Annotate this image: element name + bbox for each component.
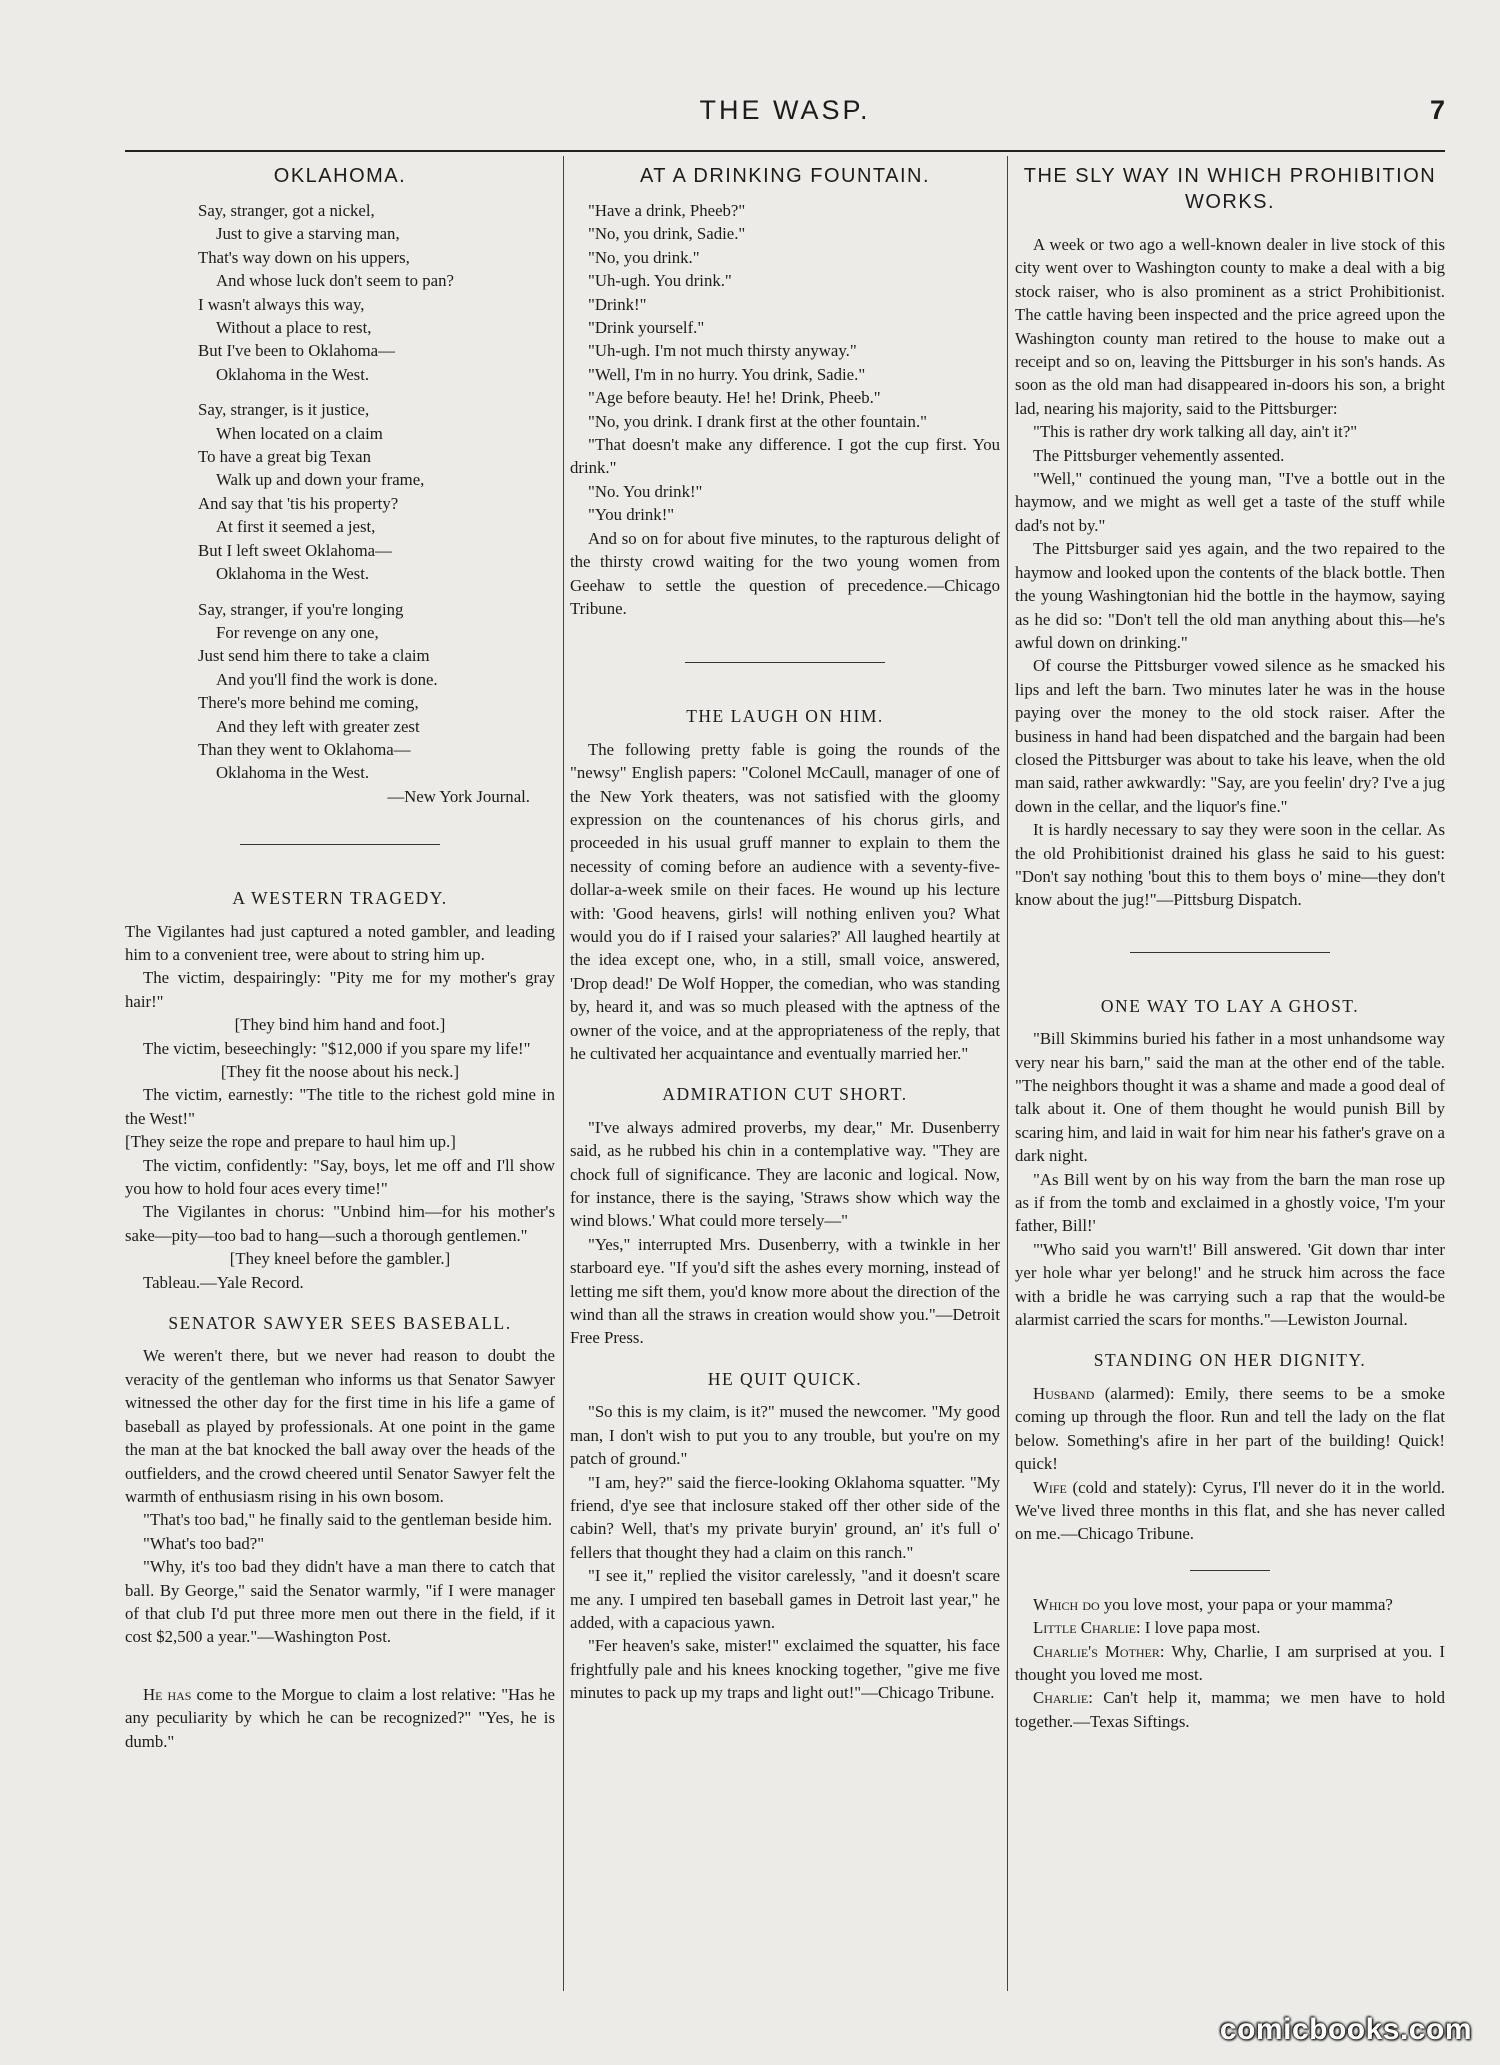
paragraph-text: : Why, Charlie, I am surprised at you. I thought you loved me most.: [1015, 1641, 1445, 1684]
poem-line: Just to give a starving man,: [216, 224, 400, 244]
paragraph: "No, you drink. I drank first at the other fountain.": [588, 411, 927, 431]
poem-line: And you'll find the work is done.: [216, 669, 438, 689]
paragraph: "I've always admired proverbs, my dear," Mr. Dusenberry said, as he rubbed his chin in a contemplative way. "They are chock full of significance. They are laconic and logical. Now, for instance, there is the saying, 'Straws show which way the wind blows.' What could more tersely—": [570, 1117, 1000, 1231]
paragraph: The victim, earnestly: "The title to the richest gold mine in the West!": [125, 1085, 555, 1128]
paragraph: "Uh-ugh. You drink.": [588, 271, 732, 291]
poem-line: There's more behind me coming,: [198, 693, 419, 713]
column-rule: [1007, 156, 1008, 1991]
speaker: Which do: [1033, 1594, 1100, 1614]
paragraph: The Pittsburger vehemently assented.: [1033, 445, 1285, 465]
lead-in: He has: [143, 1684, 192, 1704]
paragraph: The victim, beseechingly: "$12,000 if you spare my life!": [143, 1038, 531, 1058]
paragraph: "Drink!": [588, 294, 647, 314]
paragraph-text: come to the Morgue to claim a lost relative: "Has he any peculiarity by which he can be recognized?" "Yes, he is dumb.": [125, 1684, 556, 1751]
paragraph: "I see it," replied the visitor carelessly, "and it doesn't scare me any. I umpired ten baseball games in Detroit last year," he added, with a capacious yawn.: [570, 1566, 1000, 1632]
poem-line: Than they went to Oklahoma—: [198, 739, 411, 759]
paragraph: "Well," continued the young man, "I've a bottle out in the haymow, and we might as well get a taste of the stuff while dad's not by.": [1015, 469, 1445, 535]
paragraph: "This is rather dry work talking all day, ain't it?": [1033, 422, 1358, 442]
paragraph: "Have a drink, Pheeb?": [588, 201, 746, 220]
stage-direction: [They fit the noose about his neck.]: [220, 1062, 460, 1081]
paragraph: "What's too bad?": [143, 1533, 265, 1553]
paragraph: [1015, 1476, 1445, 1546]
paragraph: The following pretty fable is going the rounds of the "newsy" English papers: "Colonel McCaull, manager of one of the New York theaters, was not satisfied with the gloomy expression on the countenances of his chorus girls, and proceeded in his usual gruff manner to explain to them the necessity of coming before an audience with a seventy-five-dollar-a-week smile on their faces. He wound up his lecture with: 'Good heavens, girls! will nothing enliven you? What would you do if I raised your salaries?' All laughed heartily at the idea except one, who, in a still, small voice, answered, 'Drop dead!' De Wolf Hopper, the comedian, who was standing by, heard it, and was so much pleased with the aptness of the owner of the voice, and at the appropriateness of the reply, that he cultivated her acquaintance and eventually married her.": [570, 739, 1000, 1063]
paragraph-text: : Can't help it, mamma; we men have to hold together.—Texas Siftings.: [1015, 1688, 1445, 1731]
column-rule: [563, 156, 564, 1991]
poem-line: I wasn't always this way,: [198, 294, 365, 314]
poem-line: Oklahoma in the West.: [216, 763, 370, 783]
paragraph-text: : I love papa most.: [1135, 1618, 1261, 1638]
poem-line: At first it seemed a jest,: [216, 517, 376, 537]
poem-line: And whose luck don't seem to pan?: [216, 271, 454, 291]
article-title: SENATOR SAWYER SEES BASEBALL.: [168, 1313, 512, 1334]
paragraph: "No, you drink.": [588, 247, 700, 267]
paragraph: "Yes," interrupted Mrs. Dusenberry, with a twinkle in her starboard eye. "If you'd sift the ashes every morning, instead of letting me sift them, you'd know more about the direction of the wind than all the straws in creation would show you."—Detroit Free Press.: [570, 1234, 1000, 1348]
poem-line: Oklahoma in the West.: [216, 564, 370, 584]
stage-direction: [They seize the rope and prepare to haul him up.]: [125, 1132, 456, 1152]
paragraph: [1015, 1593, 1445, 1616]
poem-line: Say, stranger, if you're longing: [198, 599, 404, 619]
poem-line: But I left sweet Oklahoma—: [198, 540, 392, 560]
newspaper-title: THE WASP.: [699, 95, 871, 125]
poem-line: And say that 'tis his property?: [198, 493, 399, 513]
speaker: Husband: [1033, 1383, 1095, 1403]
paragraph: The Vigilantes had just captured a noted gambler, and leading him to a convenient tree, were about to string him up.: [125, 921, 555, 964]
paragraph: It is hardly necessary to say they were soon in the cellar. As the old Prohibitionist drained his glass he said to his guest: "Don't say nothing 'bout this to them boys o' mine—they don't know about the jug!"—Pittsburg Dispatch.: [1015, 820, 1445, 910]
paragraph: "No, you drink, Sadie.": [588, 224, 746, 244]
column-2: [570, 163, 1000, 1705]
poem-line: Say, stranger, is it justice,: [198, 400, 370, 420]
page-number: 7: [1429, 95, 1445, 125]
speaker: Wife: [1033, 1477, 1067, 1497]
poem-line: And they left with greater zest: [216, 716, 420, 736]
poem-line: When located on a claim: [216, 423, 383, 443]
paragraph: "Well, I'm in no hurry. You drink, Sadie.": [588, 364, 866, 384]
paragraph: [1015, 1686, 1445, 1733]
paragraph: [1015, 1616, 1445, 1639]
paragraph: "That's too bad," he finally said to the gentleman beside him.: [143, 1510, 553, 1530]
speaker: Charlie's Mother: [1033, 1641, 1160, 1661]
column-1: [125, 163, 555, 1753]
article-title: HE QUIT QUICK.: [707, 1368, 863, 1389]
paragraph-text: you love most, your papa or your mamma?: [1099, 1594, 1393, 1614]
poem-line: For revenge on any one,: [216, 622, 379, 642]
paragraph: We weren't there, but we never had reason to doubt the veracity of the gentleman who informs us that Senator Sawyer witnessed the other day for the first time in his life a game of baseball as played by professionals. At one point in the game the man at the bat knocked the ball away over the heads of the outfielders, and the crowd cheered until Senator Sawyer felt the warmth of enthusiasm rising in his own bosom.: [125, 1346, 555, 1506]
speaker: Charlie: [1033, 1688, 1089, 1708]
article-title: ADMIRATION CUT SHORT.: [662, 1084, 908, 1105]
paragraph: "That doesn't make any difference. I got the cup first. You drink.": [570, 435, 1000, 478]
paragraph: "No. You drink!": [588, 481, 703, 501]
paragraph: "Drink yourself.": [588, 318, 705, 338]
poem-line: Say, stranger, got a nickel,: [198, 201, 375, 220]
article-title: THE SLY WAY IN WHICH PROHIBITION WORKS.: [1023, 165, 1437, 213]
stage-direction: [They bind him hand and foot.]: [234, 1015, 446, 1035]
paragraph: A week or two ago a well-known dealer in live stock of this city went over to Washington county to make a deal with a big stock raiser, who is also prominent as a strict Prohibitionist. The cattle having been inspected and the price agreed upon the Washington county man retired to the house to make out a receipt and so on, leaving the Pittsburger in his son's hands. As soon as the old man had disappeared in-doors his son, a bright lad, nearing his majority, said to the Pittsburger:: [1015, 235, 1445, 418]
paragraph: "Fer heaven's sake, mister!" exclaimed the squatter, his face frightfully pale and his knees knocking together, "give me five minutes to pack up my traps and light out!"—Chicago Tribune.: [570, 1636, 1000, 1703]
attribution: —New York Journal.: [387, 786, 530, 806]
poem-stanza: [198, 398, 555, 585]
speaker: Little Charlie: [1033, 1618, 1136, 1638]
article-title: A WESTERN TRAGEDY.: [232, 888, 448, 909]
paragraph: [1015, 1382, 1445, 1476]
paragraph: The Pittsburger said yes again, and the two repaired to the haymow and looked upon the contents of the black bottle. Then the young Washingtonian hid the bottle in the haymow, saying as he did so: "Don't tell the old man anything about this—he's awful down on drinking.": [1015, 539, 1445, 652]
stage-direction: [They kneel before the gambler.]: [229, 1249, 451, 1269]
article-title: OKLAHOMA.: [273, 165, 407, 187]
paragraph: And so on for about five minutes, to the rapturous delight of the thirsty crowd waiting for the two young women from Geehaw to settle the question of precedence.—Chicago Tribune.: [570, 528, 1000, 618]
watermark: comicbooks.com: [1219, 2013, 1472, 2046]
paragraph-text: (alarmed): Emily, there seems to be a smoke coming up through the floor. Run and tell the lady on the flat below. Something's afire in her part of the building! Quick! quick!: [1015, 1383, 1445, 1474]
poem-stanza: [198, 598, 555, 785]
paragraph: The Vigilantes in chorus: "Unbind him—for his mother's sake—pity—too bad to hang—such a thorough gentlemen.": [125, 1202, 555, 1245]
paragraph-text: (cold and stately): Cyrus, I'll never do it in the world. We've lived three months in this flat, and she has never called on me.—Chicago Tribune.: [1015, 1477, 1445, 1544]
paragraph: [125, 1683, 555, 1753]
poem-oklahoma: [198, 199, 555, 785]
poem-line: Walk up and down your frame,: [216, 470, 425, 490]
paragraph: "Age before beauty. He! he! Drink, Pheeb.": [588, 388, 881, 408]
article-title: AT A DRINKING FOUNTAIN.: [639, 165, 931, 187]
poem-line: Oklahoma in the West.: [216, 364, 370, 384]
paragraph: "I am, hey?" said the fierce-looking Oklahoma squatter. "My friend, d'ye see that inclosure staked off ther other side of the cabin? Well, that's my private buryin' ground, an' it's full o' fellers that thought they had a claim on this ranch.": [570, 1472, 1000, 1562]
poem-line: Just send him there to take a claim: [198, 646, 430, 666]
article-title: THE LAUGH ON HIM.: [686, 706, 884, 727]
poem-stanza: [198, 199, 555, 386]
paragraph: "As Bill went by on his way from the barn the man rose up as if from the tomb and exclaimed in a ghostly voice, 'I'm your father, Bill!': [1015, 1169, 1445, 1236]
paragraph: "Uh-ugh. I'm not much thirsty anyway.": [588, 341, 857, 361]
article-title: STANDING ON HER DIGNITY.: [1093, 1350, 1367, 1371]
column-3: [1015, 163, 1445, 1733]
paragraph: The victim, despairingly: "Pity me for my mother's gray hair!": [125, 968, 555, 1011]
paragraph: Of course the Pittsburger vowed silence as he smacked his lips and left the barn. Two minutes later he was in the house paying over the money to the old stock raiser. After the business in hand had been dispatched and the bargain had been closed the Pittsburger was about to take his leave, when the old man said, rather awkwardly: "Say, are you feelin' dry? I've a jug down in the cellar, and the liquor's fine.": [1015, 656, 1445, 816]
paragraph: "So this is my claim, is it?" mused the newcomer. "My good man, I don't wish to put you to any trouble, but you're on my patch of ground.": [570, 1402, 1000, 1469]
poem-line: Without a place to rest,: [216, 318, 372, 338]
poem-line: To have a great big Texan: [198, 447, 372, 467]
paragraph: Tableau.—Yale Record.: [143, 1272, 304, 1292]
paragraph: The victim, confidently: "Say, boys, let me off and I'll show you how to hold four aces every time!": [125, 1155, 555, 1199]
paragraph: "You drink!": [588, 505, 675, 525]
paragraph: "'Who said you warn't!' Bill answered. 'Git down thar inter yer hole whar yer belong!' and he struck him across the face with a bridle he was carrying such a rap that the would-be alarmist carried the scars for months."—Lewiston Journal.: [1015, 1239, 1445, 1330]
paragraph: "Why, it's too bad they didn't have a man there to catch that ball. By George," said the Senator warmly, "if I were manager of that club I'd put three more men out there in the field, if it cost $2,500 a year."—Washington Post.: [125, 1557, 555, 1647]
paragraph: [1015, 1640, 1445, 1687]
poem-line: But I've been to Oklahoma—: [198, 341, 395, 361]
masthead: [125, 95, 1445, 152]
article-title: ONE WAY TO LAY A GHOST.: [1100, 995, 1360, 1016]
poem-line: That's way down on his uppers,: [198, 247, 410, 267]
paragraph: "Bill Skimmins buried his father in a most unhandsome way very near his barn," said the man at the other end of the table. "The neighbors thought it was a shame and made a good deal of talk about it. One of them thought he would punish Bill by scaring him, and laid in wait for him near his father's grave on a dark night.: [1015, 1029, 1445, 1166]
